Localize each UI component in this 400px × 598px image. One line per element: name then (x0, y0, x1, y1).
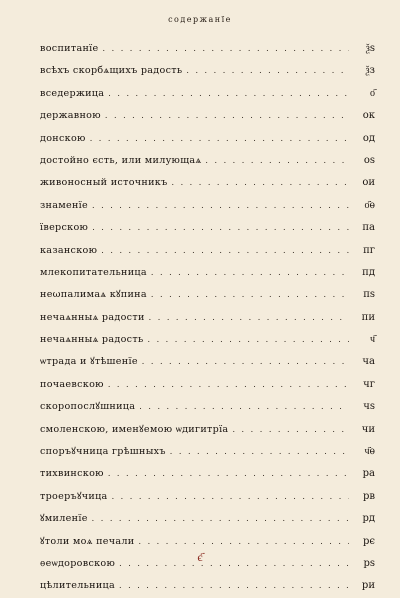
toc-entry-title: ꙋмиленїе (40, 513, 88, 525)
toc-entry-page: рв (362, 490, 375, 502)
dot-leader (108, 83, 349, 105)
toc-entry-title: їверскою (40, 222, 89, 234)
toc-entry-title: ꙋтоли моѧ печали (40, 535, 135, 547)
toc-entry-title: всѣхъ скорбѧщихъ радость (40, 65, 183, 77)
dot-leader (151, 262, 349, 284)
dot-leader (90, 128, 349, 150)
dot-leader (119, 575, 349, 597)
page-number: є҃ (197, 550, 203, 564)
toc-entry[interactable] (40, 419, 375, 441)
toc-entry-title: смоленскою, именꙋемою ѡдигитрїа (40, 423, 229, 435)
toc-entry-title: тихвинскою (40, 468, 104, 480)
dot-leader (172, 172, 350, 194)
toc-entry-page: пд (362, 266, 375, 278)
toc-entry-page: ок (362, 110, 375, 122)
toc-entry[interactable] (40, 60, 375, 82)
toc-entry[interactable] (40, 105, 375, 127)
toc-entry[interactable] (40, 128, 375, 150)
toc-entry[interactable] (40, 441, 375, 463)
toc-entry[interactable] (40, 307, 375, 329)
toc-entry-title: нечаѧнныѧ радости (40, 311, 145, 323)
toc-entry-page: чи (361, 423, 375, 435)
dot-leader (112, 486, 349, 508)
toc-entry[interactable] (40, 83, 375, 105)
toc-entry-title: неωпалимаѧ кꙋпина (40, 289, 147, 301)
toc-entry[interactable] (40, 508, 375, 530)
toc-entry-page: ѯз (365, 65, 375, 77)
dot-leader (149, 307, 349, 329)
toc-entry-title: споръꙋчница грѣшныхъ (40, 446, 166, 458)
dot-leader (103, 38, 349, 60)
toc-entry-title: достойно єсть, или милующаѧ (40, 154, 202, 166)
toc-entry-page: о҃ѳ (364, 199, 375, 211)
toc-entry-page: рд (362, 513, 375, 525)
toc-entry-title: скоропослꙋшница (40, 401, 136, 413)
toc-entry-page: о҃ (370, 87, 375, 99)
toc-entry[interactable] (40, 329, 375, 351)
toc-entry-title: знаменїе (40, 199, 89, 211)
dot-leader (142, 351, 349, 373)
toc-entry[interactable] (40, 172, 375, 194)
toc-entry-title: троеръꙋчица (40, 490, 108, 502)
toc-entry-title: державною (40, 110, 101, 122)
toc-entry-title: казанскою (40, 244, 98, 256)
toc-entry-page: ра (362, 468, 375, 480)
dot-leader (139, 396, 349, 418)
toc-entry[interactable] (40, 217, 375, 239)
toc-entry[interactable] (40, 195, 375, 217)
toc-entry-page: па (362, 222, 375, 234)
toc-entry-page: рѕ (363, 557, 375, 569)
toc-entry-title: нечаѧнныѧ радость (40, 334, 144, 346)
toc-entry-title: млекопитательница (40, 266, 147, 278)
dot-leader (105, 105, 349, 127)
toc-entry-page: ѯѕ (365, 43, 375, 54)
dot-leader (170, 441, 349, 463)
table-of-contents (40, 38, 375, 598)
toc-entry[interactable] (40, 240, 375, 262)
dot-leader (232, 419, 349, 441)
toc-entry-page: ч҃ (369, 334, 375, 346)
toc-entry-page: пг (363, 244, 375, 256)
toc-entry[interactable] (40, 351, 375, 373)
dot-leader (108, 374, 349, 396)
toc-entry[interactable] (40, 284, 375, 306)
toc-entry-page: чг (363, 378, 375, 390)
toc-entry-title: ѳеѡдоровскою (40, 557, 116, 569)
toc-entry-page: рє (362, 535, 375, 547)
toc-entry[interactable] (40, 262, 375, 284)
toc-entry-title: цѣлительница (40, 580, 116, 592)
toc-entry[interactable] (40, 396, 375, 418)
toc-entry[interactable] (40, 463, 375, 485)
toc-entry[interactable] (40, 486, 375, 508)
dot-leader (92, 508, 349, 530)
dot-leader (151, 284, 349, 306)
toc-entry-page: ри (361, 580, 375, 592)
dot-leader (186, 60, 349, 82)
toc-entry-title: воспитанїе (40, 43, 99, 54)
dot-leader (147, 329, 349, 351)
toc-entry-page: оѕ (363, 154, 375, 166)
toc-entry-page: пи (361, 311, 375, 323)
toc-entry-page: ча (362, 356, 375, 368)
toc-entry-title: живоносный источникъ (40, 177, 168, 189)
toc-entry-page: од (362, 132, 375, 144)
toc-entry-page: чѕ (363, 401, 375, 413)
dot-leader (205, 150, 349, 172)
toc-entry[interactable] (40, 575, 375, 597)
toc-entry-title: вседержица (40, 87, 105, 99)
toc-entry-page: пѕ (363, 289, 375, 301)
toc-entry[interactable] (40, 38, 375, 60)
dot-leader (92, 217, 349, 239)
toc-entry-page: ч҃ѳ (364, 446, 375, 458)
dot-leader (108, 463, 349, 485)
toc-entry-title: донскою (40, 132, 86, 144)
toc-entry[interactable] (40, 374, 375, 396)
toc-entry-title: почаевскою (40, 378, 104, 390)
dot-leader (92, 195, 349, 217)
contents-heading: содержанїе (168, 15, 232, 24)
toc-entry-title: ѡтрада и ꙋтѣшенїе (40, 356, 138, 368)
toc-entry[interactable] (40, 150, 375, 172)
toc-entry-page: ои (362, 177, 375, 189)
dot-leader (101, 240, 349, 262)
